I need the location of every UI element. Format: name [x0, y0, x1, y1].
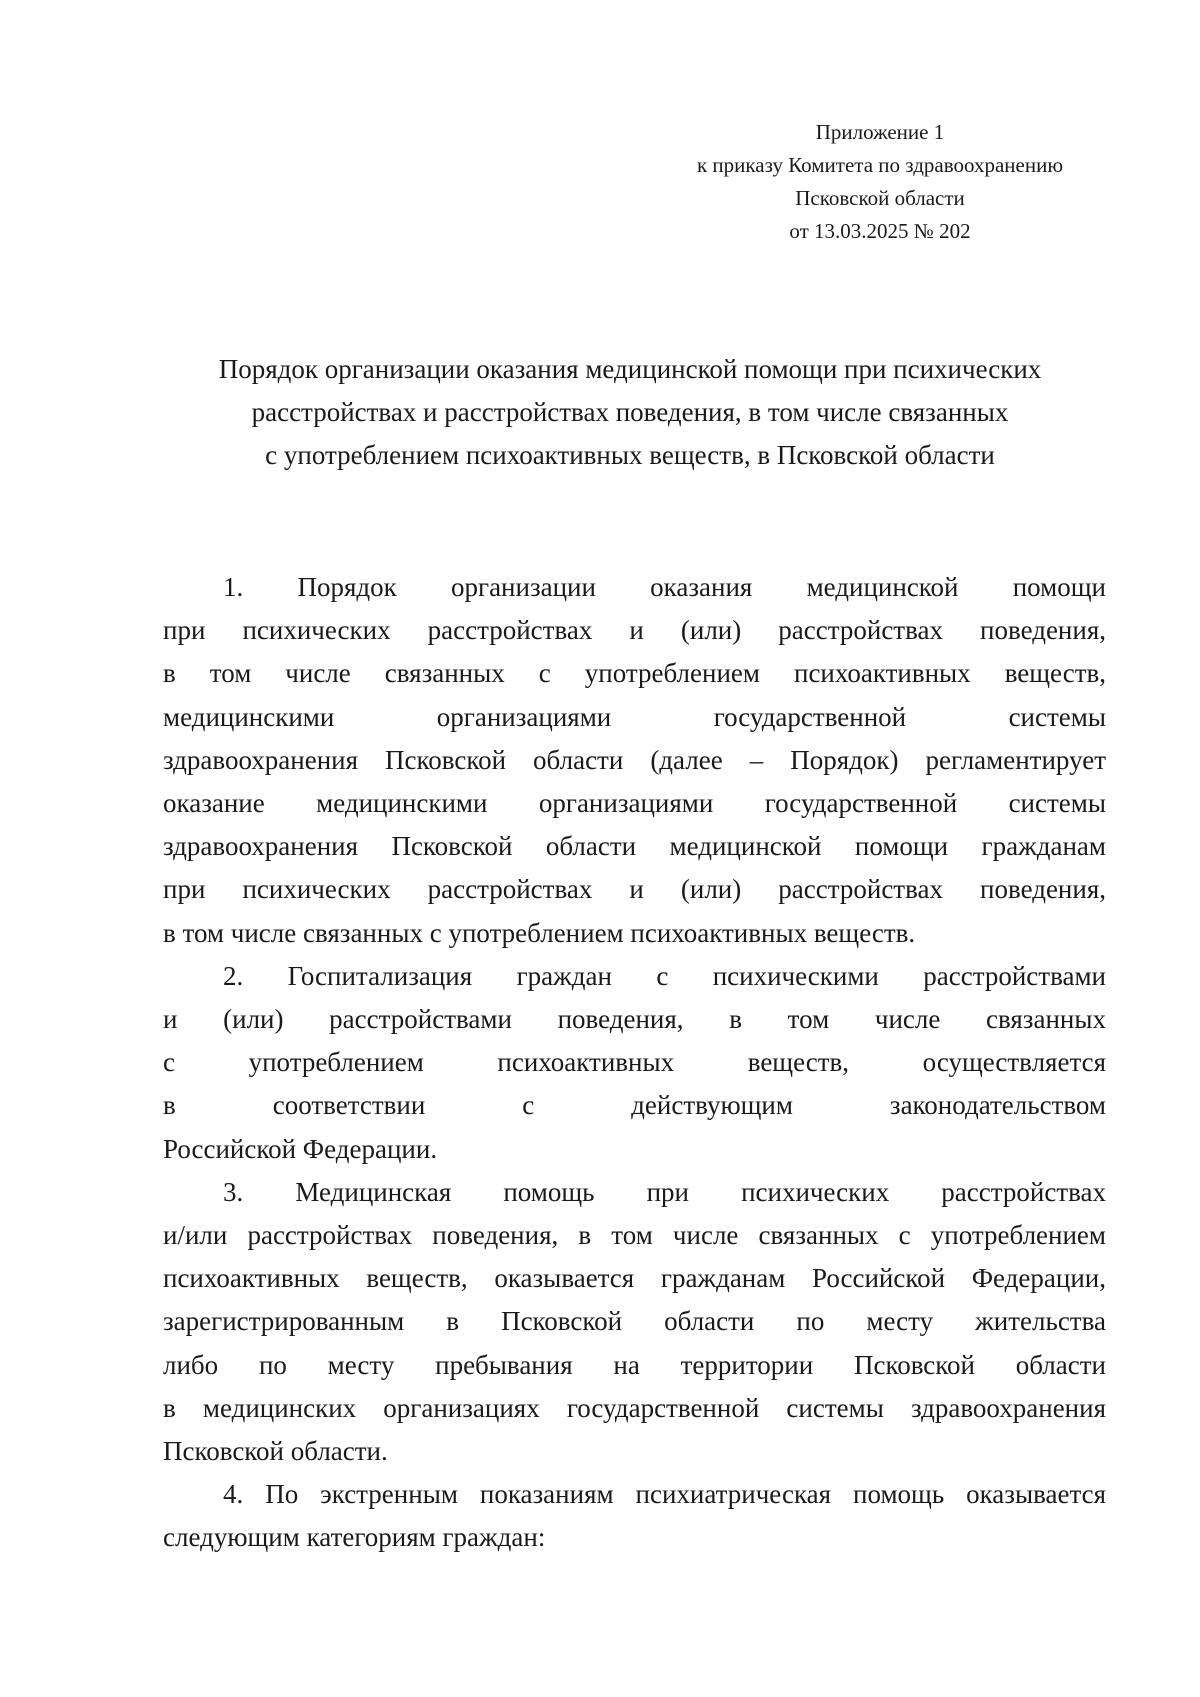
text-line: оказание медицинскими организациями государственной системы [163, 788, 1106, 819]
text-line: в том числе связанных с употреблением психоактивных веществ. [163, 917, 916, 948]
text-line: 4. По экстренным показаниям психиатрическая помощь оказывается [223, 1479, 1106, 1510]
title-line: с употреблением психоактивных веществ, в Псковской области [265, 440, 995, 470]
text-line: либо по месту пребывания на территории Псковской области [163, 1349, 1106, 1380]
appendix-header [660, 116, 1100, 248]
paragraph-3 [163, 1171, 1106, 1473]
title-line: расстройствах и расстройствах поведения, в том числе связанных [251, 397, 1009, 427]
text-line: и (или) расстройствами поведения, в том числе связанных [163, 1004, 1106, 1035]
appendix-region: Псковской области [795, 186, 965, 210]
text-line: Российской Федерации. [163, 1133, 438, 1164]
text-line: здравоохранения Псковской области медицинской помощи гражданам [163, 831, 1106, 862]
text-line: Псковской области. [163, 1436, 388, 1467]
text-line: с употреблением психоактивных веществ, осуществляется [163, 1047, 1106, 1078]
document-body [163, 566, 1106, 1560]
text-line: 1. Порядок организации оказания медицинской помощи [223, 572, 1106, 602]
text-line: в медицинских организациях государственной системы здравоохранения [163, 1392, 1106, 1423]
text-line: при психических расстройствах и (или) расстройствах поведения, [163, 874, 1106, 905]
appendix-date-number: от 13.03.2025 № 202 [789, 219, 971, 243]
paragraph-1 [163, 566, 1106, 955]
appendix-order-ref: к приказу Комитета по здравоохранению [696, 153, 1064, 177]
document-title [150, 348, 1110, 477]
appendix-number: Приложение 1 [815, 120, 945, 144]
text-line: психоактивных веществ, оказывается гражданам Российской Федерации, [163, 1263, 1106, 1294]
text-line: и/или расстройствах поведения, в том числе связанных с употреблением [163, 1220, 1106, 1251]
paragraph-2 [163, 955, 1106, 1171]
text-line: следующим категориям граждан: [163, 1522, 546, 1553]
paragraph-4 [163, 1473, 1106, 1559]
text-line: медицинскими организациями государственной системы [163, 701, 1106, 732]
text-line: при психических расстройствах и (или) расстройствах поведения, [163, 615, 1106, 646]
text-line: 3. Медицинская помощь при психических расстройствах [223, 1176, 1106, 1207]
text-line: зарегистрированным в Псковской области по месту жительства [163, 1306, 1106, 1337]
text-line: здравоохранения Псковской области (далее – Порядок) регламентирует [163, 744, 1106, 775]
text-line: в соответствии с действующим законодательством [163, 1090, 1106, 1121]
text-line: в том числе связанных с употреблением психоактивных веществ, [163, 658, 1106, 689]
title-line: Порядок организации оказания медицинской помощи при психических [218, 354, 1042, 384]
text-line: 2. Госпитализация граждан с психическими расстройствами [223, 960, 1106, 991]
